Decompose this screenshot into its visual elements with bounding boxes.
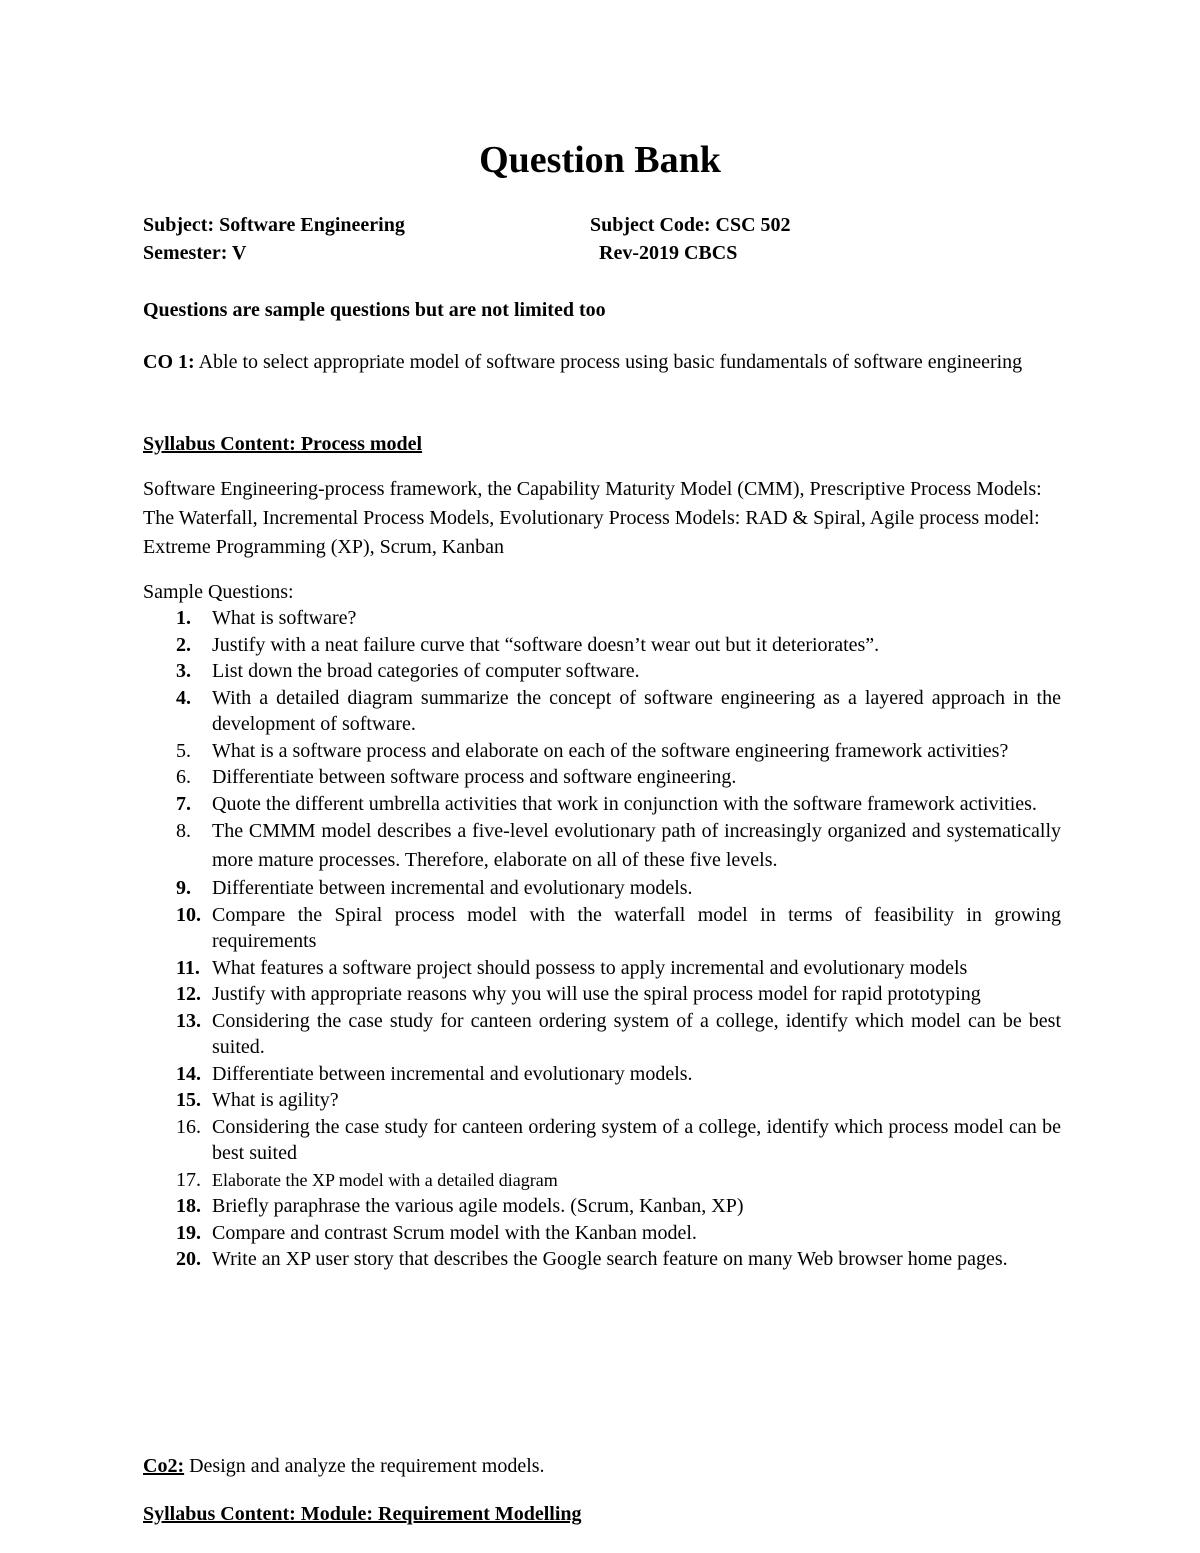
question-number: 4. [176,686,191,709]
question-item [143,764,1061,791]
question-item [143,1061,1061,1088]
question-number: 12. [176,983,201,1005]
question-number: 1. [176,607,191,629]
syllabus-heading-2: Syllabus Content: Module: Requirement Modelling [143,1503,582,1525]
question-number: 11. [176,956,200,979]
question-item [143,632,1061,659]
question-item [143,981,1061,1008]
question-text: The CMMM model describes a five-level evolutionary path of increasingly organized and systematically more mature processes. Therefore, elaborate on all of these five levels. [212,820,1061,871]
subject-code-label: Subject Code: CSC 502 [590,214,791,236]
syllabus-heading-1: Syllabus Content: Process model [143,433,423,455]
question-text: Differentiate between software process and software engineering. [212,766,737,788]
page-title: Question Bank [479,139,721,181]
question-text: Differentiate between incremental and evolutionary models. [212,877,693,899]
question-item [143,685,1061,738]
question-item [143,738,1061,765]
question-number: 15. [176,1089,201,1111]
sample-questions-label: Sample Questions: [143,581,294,603]
question-text: Considering the case study for canteen ordering system of a college, identify which process model can be best suited [212,1115,1061,1164]
question-item [143,605,1061,632]
question-text: What is software? [212,607,357,629]
question-text: List down the broad categories of computer software. [212,660,640,682]
question-number: 20. [176,1248,201,1270]
revision-label: Rev-2019 CBCS [599,242,738,264]
question-item [143,1114,1061,1167]
co1-label: CO 1: [143,351,195,373]
sample-note: Questions are sample questions but are not limited too [143,299,606,321]
course-outcome-1 [143,348,1061,376]
semester-label: Semester: V [143,242,247,264]
question-item [143,902,1061,955]
question-item [143,791,1061,818]
question-number: 18. [176,1195,201,1217]
question-text: Compare and contrast Scrum model with the Kanban model. [212,1221,697,1244]
question-number: 14. [176,1062,201,1085]
question-number: 3. [176,660,191,682]
subject-label: Subject: Software Engineering [143,214,405,236]
question-text: Differentiate between incremental and evolutionary models. [212,1062,693,1085]
question-text: Elaborate the XP model with a detailed diagram [212,1169,558,1190]
question-item [143,1193,1061,1220]
question-number: 19. [176,1221,201,1244]
question-text: Write an XP user story that describes the Google search feature on many Web browser home pages. [212,1248,1008,1270]
co2-text: Design and analyze the requirement models. [184,1455,545,1477]
question-item [143,955,1061,982]
question-text: Justify with a neat failure curve that “software doesn’t wear out but it deteriorates”. [212,633,880,656]
question-number: 10. [176,903,201,926]
question-number: 9. [176,877,191,899]
questions-list [143,605,1061,1273]
question-text: Quote the different umbrella activities that work in conjunction with the software framework activities. [212,792,1037,815]
question-text: Briefly paraphrase the various agile models. (Scrum, Kanban, XP) [212,1195,744,1217]
question-item [143,1008,1061,1061]
question-item [143,1087,1061,1114]
question-number: 7. [176,792,191,815]
question-number: 13. [176,1009,201,1032]
course-outcome-2 [143,1452,1061,1480]
question-item [143,875,1061,902]
question-text: Compare the Spiral process model with the waterfall model in terms of feasibility in growing requirements [212,903,1061,952]
question-item [143,1246,1061,1273]
question-item [143,1167,1061,1194]
question-text: What features a software project should possess to apply incremental and evolutionary models [212,956,968,979]
question-item [143,658,1061,685]
co2-label: Co2: [143,1455,185,1477]
syllabus-content-1: Software Engineering-process framework, the Capability Maturity Model (CMM), Prescriptive Process Models: The Waterfall, Incremental Process Models, Evolutionary Process Models: RAD & Spiral, Agile process model: Extreme Programming (XP), Scrum, Kanban [143,478,1042,558]
question-text: What is a software process and elaborate on each of the software engineering framework activities? [212,739,1009,762]
question-number: 6. [176,766,191,788]
question-text: With a detailed diagram summarize the concept of software engineering as a layered approach in the development of software. [212,686,1061,735]
co1-text: Able to select appropriate model of software process using basic fundamentals of software engineering [194,351,1023,373]
question-item [143,1220,1061,1247]
question-number: 2. [176,633,191,656]
question-text: Justify with appropriate reasons why you will use the spiral process model for rapid prototyping [212,983,981,1005]
question-number: 16. [176,1115,201,1138]
question-number: 17. [176,1168,201,1191]
question-item [143,817,1061,875]
question-text: Considering the case study for canteen ordering system of a college, identify which model can be best suited. [212,1009,1061,1058]
question-text: What is agility? [212,1089,339,1111]
question-number: 5. [176,739,191,762]
question-number: 8. [176,820,191,842]
